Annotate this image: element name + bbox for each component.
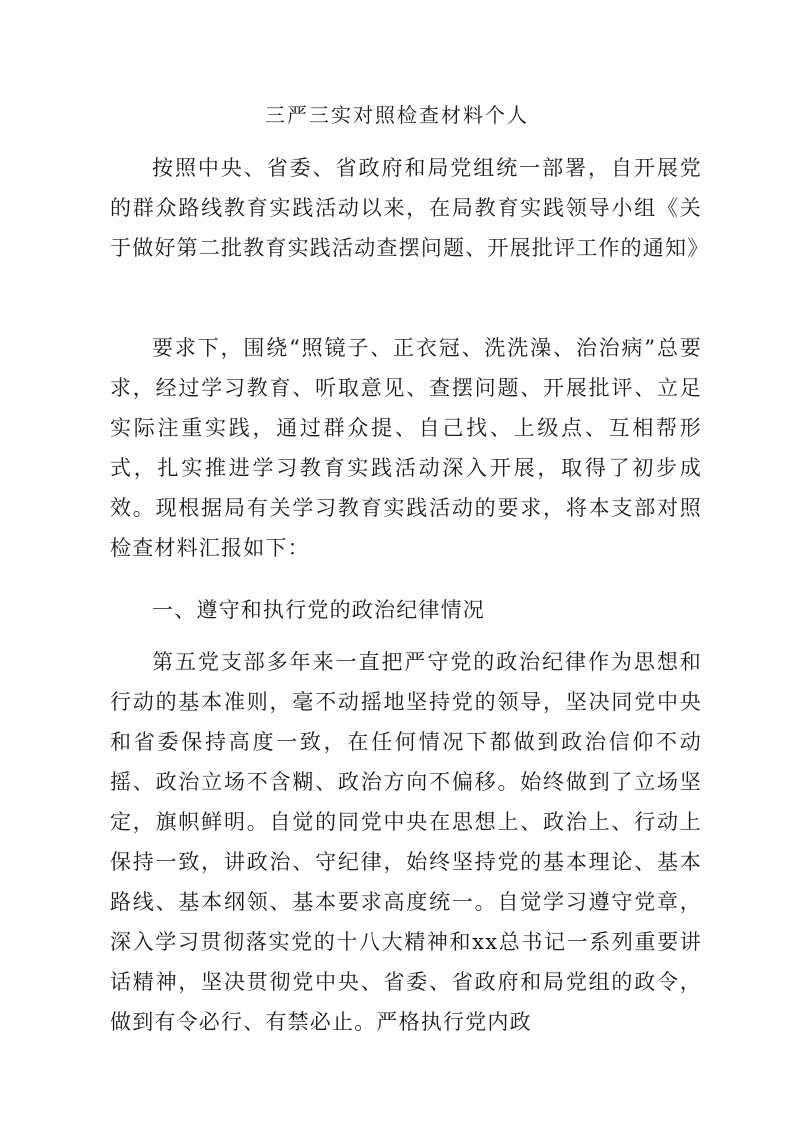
paragraph-intro: 按照中央、省委、省政府和局党组统一部署，自开展党的群众路线教育实践活动以来，在局教育实践领导小组《关于做好第二批教育实践活动查摆问题、开展批评工作的通知》 <box>110 156 710 260</box>
document-title: 三严三实对照检查材料个人 <box>265 103 529 127</box>
section-heading-political-discipline: 一、遵守和执行党的政治纪律情况 <box>152 598 485 622</box>
paragraph-political-discipline: 第五党支部多年来一直把严守党的政治纪律作为思想和行动的基本准则，毫不动摇地坚持党的领导，坚决同党中央和省委保持高度一致，在任何情况下都做到政治信仰不动摇、政治立场不含糊、政治方向不偏移。始终做到了立场坚定，旗帜鲜明。自觉的同党中央在思想上、政治上、行动上保持一致，讲政治、守纪律，始终坚持党的基本理论、基本路线、基本纲领、基本要求高度统一。自觉学习遵守党章，深入学习贯彻落实党的十八大精神和xx总书记一系列重要讲话精神，坚决贯彻党中央、省委、省政府和局党组的政令，做到有令必行、有禁必止。严格执行党内政 <box>110 650 702 1034</box>
paragraph-requirements: 要求下，围绕“照镜子、正衣冠、洗洗澡、治治病”总要求，经过学习教育、听取意见、查摆问题、开展批评、立足实际注重实践，通过群众提、自己找、上级点、互相帮形式，扎实推进学习教育实践活动深入开展，取得了初步成效。现根据局有关学习教育实践活动的要求，将本支部对照检查材料汇报如下： <box>110 336 702 560</box>
